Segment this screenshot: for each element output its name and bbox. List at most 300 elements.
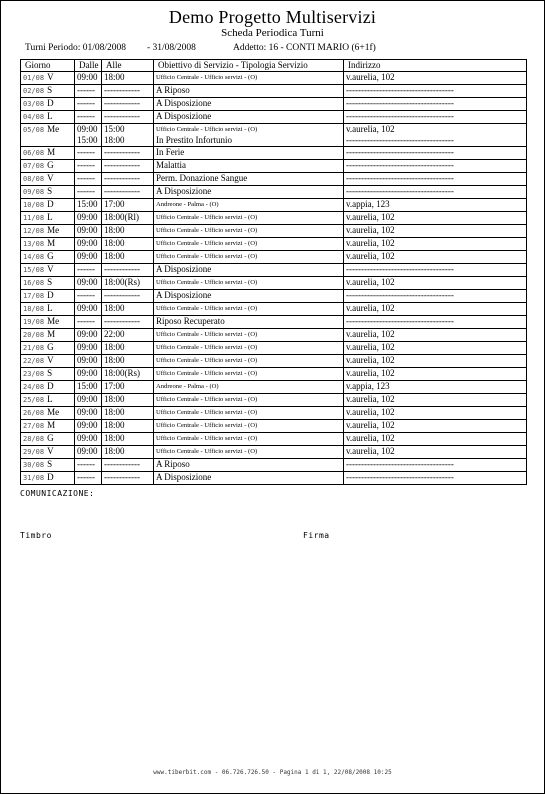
address-cell xyxy=(344,186,527,199)
day-date: 08/08 xyxy=(23,175,45,184)
day-cell xyxy=(21,186,75,199)
dalle-cell xyxy=(75,186,102,199)
dalle-cell xyxy=(75,381,102,394)
service-objective: A Disposizione xyxy=(156,290,212,301)
address: ------------------------------------ xyxy=(346,98,454,109)
table-row xyxy=(21,173,527,186)
table-row xyxy=(21,160,527,173)
service-objective: Andreone - Palma - (O) xyxy=(156,201,219,209)
objective-cell xyxy=(154,160,344,173)
end-time: 18:00 xyxy=(104,433,125,444)
address-cell xyxy=(344,290,527,303)
alle-cell xyxy=(102,433,154,446)
column-header-obiettivo: Obiettivo di Servizio - Tipologia Servizio xyxy=(154,60,344,72)
service-objective-2: In Prestito Infortunio xyxy=(156,135,232,146)
alle-cell xyxy=(102,342,154,355)
address: ------------------------------------ xyxy=(346,459,454,470)
end-time: ------------ xyxy=(104,264,140,275)
end-time: 17:00 xyxy=(104,199,125,210)
day-cell xyxy=(21,160,75,173)
objective-cell xyxy=(154,85,344,98)
day-weekday: Me xyxy=(47,407,60,418)
address-2: ------------------------------------ xyxy=(346,135,454,146)
day-weekday: S xyxy=(47,368,53,379)
end-time: ------------ xyxy=(104,173,140,184)
address: v.aurelia, 102 xyxy=(346,433,395,444)
day-date: 13/08 xyxy=(23,240,45,249)
alle-cell xyxy=(102,98,154,111)
start-time: ------ xyxy=(77,85,95,96)
alle-cell xyxy=(102,316,154,329)
dalle-cell xyxy=(75,407,102,420)
day-cell xyxy=(21,381,75,394)
end-time: 18:00 xyxy=(104,420,125,431)
dalle-cell xyxy=(75,316,102,329)
table-row xyxy=(21,264,527,277)
table-row xyxy=(21,381,527,394)
table-row xyxy=(21,85,527,98)
address-cell xyxy=(344,381,527,394)
dalle-cell xyxy=(75,238,102,251)
start-time: 09:00 xyxy=(77,355,98,366)
table-row xyxy=(21,394,527,407)
day-cell xyxy=(21,355,75,368)
service-objective: Ufficio Centrale - Ufficio servizi - (O) xyxy=(156,279,258,287)
day-weekday: S xyxy=(47,459,53,470)
dalle-cell xyxy=(75,111,102,124)
end-time: 18:00 xyxy=(104,225,125,236)
dalle-cell xyxy=(75,212,102,225)
day-cell xyxy=(21,407,75,420)
start-time: 09:00 xyxy=(77,329,98,340)
service-objective: A Disposizione xyxy=(156,111,212,122)
end-time: 18:00 xyxy=(104,303,125,314)
day-cell xyxy=(21,433,75,446)
dalle-cell xyxy=(75,251,102,264)
alle-cell xyxy=(102,407,154,420)
start-time: ------ xyxy=(77,459,95,470)
start-time: ------ xyxy=(77,160,95,171)
service-objective: A Riposo xyxy=(156,85,190,96)
alle-cell xyxy=(102,472,154,485)
dalle-cell xyxy=(75,329,102,342)
end-time: ------------ xyxy=(104,459,140,470)
start-time: 09:00 xyxy=(77,238,98,249)
objective-cell xyxy=(154,238,344,251)
address-cell xyxy=(344,238,527,251)
service-objective: Ufficio Centrale - Ufficio servizi - (O) xyxy=(156,448,258,456)
address-cell xyxy=(344,433,527,446)
start-time: 09:00 xyxy=(77,407,98,418)
firma-label: Firma xyxy=(303,531,330,540)
day-weekday: D xyxy=(47,290,54,301)
table-row xyxy=(21,72,527,85)
service-objective: In Ferie xyxy=(156,147,185,158)
day-weekday: G xyxy=(47,342,54,353)
day-weekday: D xyxy=(47,199,54,210)
day-weekday: V xyxy=(47,446,54,457)
objective-cell xyxy=(154,472,344,485)
address-cell xyxy=(344,199,527,212)
start-time: 09:00 xyxy=(77,251,98,262)
day-date: 23/08 xyxy=(23,370,45,379)
day-date: 16/08 xyxy=(23,279,45,288)
day-date: 25/08 xyxy=(23,396,45,405)
day-weekday: V xyxy=(47,264,54,275)
timbro-label: Timbro xyxy=(20,531,52,540)
day-weekday: G xyxy=(47,251,54,262)
dalle-cell xyxy=(75,433,102,446)
day-cell xyxy=(21,98,75,111)
day-date: 14/08 xyxy=(23,253,45,262)
start-time: 09:00 xyxy=(77,446,98,457)
start-time: 09:00 xyxy=(77,212,98,223)
address-cell xyxy=(344,355,527,368)
address: ------------------------------------ xyxy=(346,147,454,158)
service-objective: A Riposo xyxy=(156,459,190,470)
dalle-cell xyxy=(75,147,102,160)
table-row xyxy=(21,316,527,329)
start-time: ------ xyxy=(77,186,95,197)
day-cell xyxy=(21,329,75,342)
dalle-cell xyxy=(75,72,102,85)
end-time: 18:00 xyxy=(104,251,125,262)
table-row xyxy=(21,329,527,342)
address: v.aurelia, 102 xyxy=(346,329,395,340)
day-cell xyxy=(21,173,75,186)
address-cell xyxy=(344,472,527,485)
service-objective: Ufficio Centrale - Ufficio servizi - (O) xyxy=(156,422,258,430)
day-date: 09/08 xyxy=(23,188,45,197)
alle-cell xyxy=(102,85,154,98)
day-cell xyxy=(21,368,75,381)
day-date: 27/08 xyxy=(23,422,45,431)
service-objective: Ufficio Centrale - Ufficio servizi - (O) xyxy=(156,409,258,417)
address: v.appia, 123 xyxy=(346,199,390,210)
day-cell xyxy=(21,303,75,316)
address-cell xyxy=(344,212,527,225)
table-row xyxy=(21,199,527,212)
day-cell xyxy=(21,459,75,472)
address-cell xyxy=(344,98,527,111)
dalle-cell xyxy=(75,124,102,147)
day-cell xyxy=(21,72,75,85)
end-time: 22:00 xyxy=(104,329,125,340)
day-cell xyxy=(21,342,75,355)
report-subtitle: Scheda Periodica Turni xyxy=(221,27,324,39)
day-cell xyxy=(21,290,75,303)
day-weekday: L xyxy=(47,394,53,405)
dalle-cell xyxy=(75,342,102,355)
address-cell xyxy=(344,85,527,98)
day-weekday: Me xyxy=(47,316,60,327)
alle-cell xyxy=(102,329,154,342)
start-time: ------ xyxy=(77,98,95,109)
table-row xyxy=(21,342,527,355)
service-objective: A Disposizione xyxy=(156,186,212,197)
day-weekday: D xyxy=(47,98,54,109)
end-time: ------------ xyxy=(104,85,140,96)
day-date: 30/08 xyxy=(23,461,45,470)
day-weekday: G xyxy=(47,433,54,444)
table-row xyxy=(21,433,527,446)
day-date: 18/08 xyxy=(23,305,45,314)
day-date: 11/08 xyxy=(23,214,45,223)
end-time: 18:00 xyxy=(104,407,125,418)
table-body xyxy=(21,72,527,485)
objective-cell xyxy=(154,394,344,407)
table-row xyxy=(21,124,527,147)
address-cell xyxy=(344,420,527,433)
table-row xyxy=(21,277,527,290)
objective-cell xyxy=(154,407,344,420)
service-objective: Ufficio Centrale - Ufficio servizi - (O) xyxy=(156,396,258,404)
objective-cell xyxy=(154,459,344,472)
period-end: - 31/08/2008 xyxy=(147,43,196,53)
day-weekday: M xyxy=(47,147,56,158)
service-objective: Ufficio Centrale - Ufficio servizi - (O) xyxy=(156,74,258,82)
dalle-cell xyxy=(75,290,102,303)
address-cell xyxy=(344,342,527,355)
alle-cell xyxy=(102,264,154,277)
service-objective: Ufficio Centrale - Ufficio servizi - (O) xyxy=(156,240,258,248)
alle-cell xyxy=(102,225,154,238)
alle-cell xyxy=(102,355,154,368)
alle-cell xyxy=(102,147,154,160)
address: v.aurelia, 102 xyxy=(346,124,395,135)
service-objective: Ufficio Centrale - Ufficio servizi - (O) xyxy=(156,227,258,235)
table-row xyxy=(21,111,527,124)
service-objective: Ufficio Centrale - Ufficio servizi - (O) xyxy=(156,370,258,378)
alle-cell xyxy=(102,160,154,173)
table-header-row xyxy=(21,60,527,72)
objective-cell xyxy=(154,277,344,290)
column-header-alle: Alle xyxy=(102,60,154,72)
start-time: ------ xyxy=(77,173,95,184)
day-date: 07/08 xyxy=(23,162,45,171)
address: v.aurelia, 102 xyxy=(346,446,395,457)
end-time: ------------ xyxy=(104,160,140,171)
alle-cell xyxy=(102,199,154,212)
address-cell xyxy=(344,368,527,381)
alle-cell xyxy=(102,290,154,303)
address: ------------------------------------ xyxy=(346,264,454,275)
objective-cell xyxy=(154,212,344,225)
alle-cell xyxy=(102,446,154,459)
period-start: Turni Periodo: 01/08/2008 xyxy=(25,43,126,53)
end-time: 18:00 xyxy=(104,446,125,457)
start-time-2: 15:00 xyxy=(77,135,98,146)
table-row xyxy=(21,225,527,238)
alle-cell xyxy=(102,186,154,199)
address-cell xyxy=(344,72,527,85)
address: v.aurelia, 102 xyxy=(346,72,395,83)
address-cell xyxy=(344,124,527,147)
alle-cell xyxy=(102,124,154,147)
dalle-cell xyxy=(75,355,102,368)
start-time: ------ xyxy=(77,290,95,301)
day-cell xyxy=(21,85,75,98)
service-objective: Ufficio Centrale - Ufficio servizi - (O) xyxy=(156,357,258,365)
day-date: 01/08 xyxy=(23,74,45,83)
objective-cell xyxy=(154,316,344,329)
day-date: 29/08 xyxy=(23,448,45,457)
address: ------------------------------------ xyxy=(346,160,454,171)
day-weekday: M xyxy=(47,329,56,340)
start-time: 09:00 xyxy=(77,394,98,405)
shift-table xyxy=(20,59,527,485)
table-row xyxy=(21,147,527,160)
address: v.aurelia, 102 xyxy=(346,394,395,405)
service-objective: Ufficio Centrale - Ufficio servizi - (O) xyxy=(156,305,258,313)
service-objective: Riposo Recuperato xyxy=(156,316,225,327)
address-cell xyxy=(344,459,527,472)
objective-cell xyxy=(154,290,344,303)
address: ------------------------------------ xyxy=(346,316,454,327)
table-row xyxy=(21,459,527,472)
end-time: ------------ xyxy=(104,98,140,109)
day-date: 21/08 xyxy=(23,344,45,353)
objective-cell xyxy=(154,251,344,264)
address: ------------------------------------ xyxy=(346,85,454,96)
start-time: ------ xyxy=(77,111,95,122)
table-row xyxy=(21,251,527,264)
address-cell xyxy=(344,160,527,173)
day-date: 15/08 xyxy=(23,266,45,275)
service-objective: A Disposizione xyxy=(156,264,212,275)
objective-cell xyxy=(154,381,344,394)
column-header-giorno: Giorno xyxy=(21,60,75,72)
objective-cell xyxy=(154,355,344,368)
address-cell xyxy=(344,264,527,277)
objective-cell xyxy=(154,72,344,85)
day-weekday: L xyxy=(47,111,53,122)
alle-cell xyxy=(102,111,154,124)
alle-cell xyxy=(102,238,154,251)
day-weekday: Me xyxy=(47,124,60,135)
day-date: 19/08 xyxy=(23,318,45,327)
table-row xyxy=(21,303,527,316)
day-weekday: D xyxy=(47,381,54,392)
end-time: ------------ xyxy=(104,186,140,197)
end-time: 18:00 xyxy=(104,72,125,83)
day-weekday: V xyxy=(47,72,54,83)
day-cell xyxy=(21,212,75,225)
dalle-cell xyxy=(75,420,102,433)
address: v.aurelia, 102 xyxy=(346,407,395,418)
day-date: 26/08 xyxy=(23,409,45,418)
start-time: 15:00 xyxy=(77,199,98,210)
end-time: 15:00 xyxy=(104,124,125,135)
table-row xyxy=(21,98,527,111)
table-row xyxy=(21,355,527,368)
start-time: ------ xyxy=(77,316,95,327)
day-date: 04/08 xyxy=(23,113,45,122)
start-time: ------ xyxy=(77,147,95,158)
start-time: 09:00 xyxy=(77,342,98,353)
objective-cell xyxy=(154,433,344,446)
objective-cell xyxy=(154,264,344,277)
address: v.aurelia, 102 xyxy=(346,342,395,353)
address: v.aurelia, 102 xyxy=(346,420,395,431)
start-time: 09:00 xyxy=(77,277,98,288)
day-cell xyxy=(21,225,75,238)
start-time: 09:00 xyxy=(77,303,98,314)
dalle-cell xyxy=(75,368,102,381)
day-date: 10/08 xyxy=(23,201,45,210)
end-time: 18:00 xyxy=(104,238,125,249)
address-cell xyxy=(344,111,527,124)
day-cell xyxy=(21,238,75,251)
service-objective: A Disposizione xyxy=(156,472,212,483)
day-cell xyxy=(21,124,75,147)
alle-cell xyxy=(102,212,154,225)
day-weekday: L xyxy=(47,212,53,223)
service-objective: Malattia xyxy=(156,160,186,171)
service-objective: Ufficio Centrale - Ufficio servizi - (O) xyxy=(156,344,258,352)
start-time: 09:00 xyxy=(77,420,98,431)
objective-cell xyxy=(154,225,344,238)
end-time: ------------ xyxy=(104,290,140,301)
objective-cell xyxy=(154,446,344,459)
day-date: 06/08 xyxy=(23,149,45,158)
service-objective: Ufficio Centrale - Ufficio servizi - (O) xyxy=(156,435,258,443)
day-date: 24/08 xyxy=(23,383,45,392)
objective-cell xyxy=(154,420,344,433)
day-date: 22/08 xyxy=(23,357,45,366)
objective-cell xyxy=(154,342,344,355)
address-cell xyxy=(344,316,527,329)
end-time: 18:00 xyxy=(104,355,125,366)
dalle-cell xyxy=(75,277,102,290)
day-date: 03/08 xyxy=(23,100,45,109)
dalle-cell xyxy=(75,225,102,238)
day-cell xyxy=(21,111,75,124)
day-weekday: D xyxy=(47,472,54,483)
dalle-cell xyxy=(75,459,102,472)
address: v.appia, 123 xyxy=(346,381,390,392)
table-row xyxy=(21,290,527,303)
day-weekday: Me xyxy=(47,225,60,236)
dalle-cell xyxy=(75,446,102,459)
address-cell xyxy=(344,407,527,420)
address: ------------------------------------ xyxy=(346,290,454,301)
day-weekday: S xyxy=(47,277,53,288)
start-time: 09:00 xyxy=(77,124,98,135)
end-time: ------------ xyxy=(104,147,140,158)
dalle-cell xyxy=(75,303,102,316)
end-time: 18:00 xyxy=(104,342,125,353)
address: ------------------------------------ xyxy=(346,472,454,483)
table-row xyxy=(21,407,527,420)
address: v.aurelia, 102 xyxy=(346,355,395,366)
alle-cell xyxy=(102,394,154,407)
table-row xyxy=(21,212,527,225)
dalle-cell xyxy=(75,264,102,277)
address: v.aurelia, 102 xyxy=(346,368,395,379)
objective-cell xyxy=(154,111,344,124)
alle-cell xyxy=(102,251,154,264)
objective-cell xyxy=(154,329,344,342)
table-row xyxy=(21,446,527,459)
day-weekday: V xyxy=(47,355,54,366)
day-date: 05/08 xyxy=(23,126,45,135)
address: v.aurelia, 102 xyxy=(346,225,395,236)
objective-cell xyxy=(154,186,344,199)
end-time: ------------ xyxy=(104,472,140,483)
day-date: 02/08 xyxy=(23,87,45,96)
end-time: ------------ xyxy=(104,316,140,327)
